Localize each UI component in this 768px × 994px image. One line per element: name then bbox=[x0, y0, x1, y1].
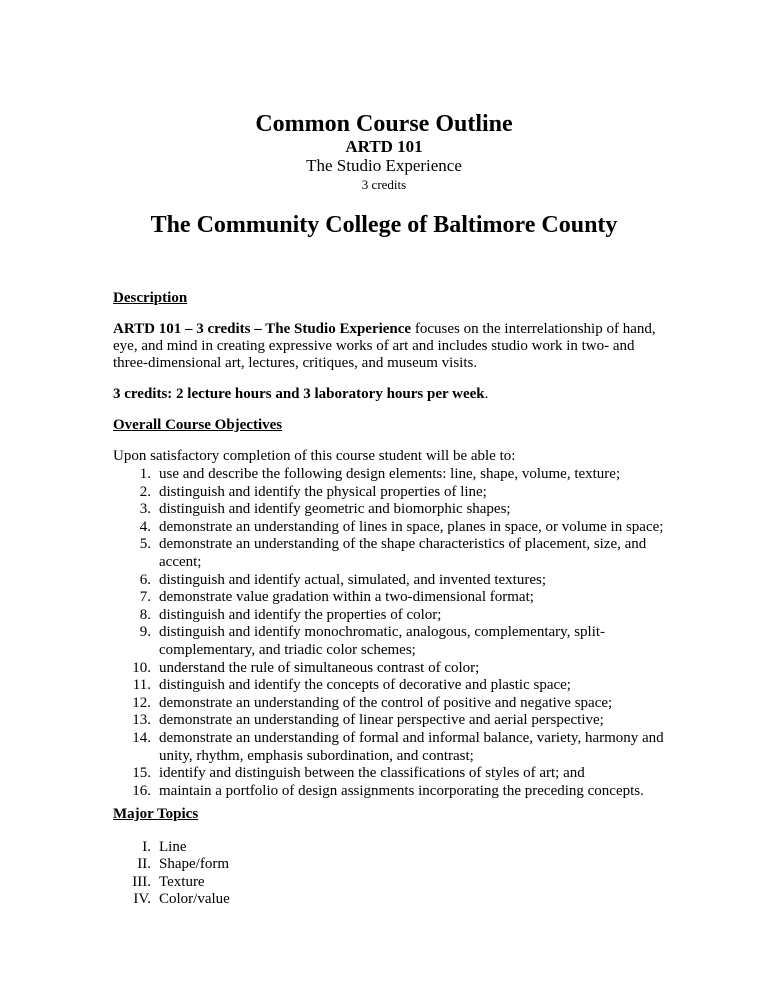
objective-item-number: 1. bbox=[139, 466, 151, 482]
objective-item bbox=[113, 501, 673, 519]
objective-item-number: 6. bbox=[139, 571, 151, 588]
objective-item bbox=[113, 536, 673, 571]
objective-item-number: 4. bbox=[139, 518, 151, 535]
objective-item-number: 8. bbox=[139, 606, 151, 623]
description-text: focuses on the interrelationship of hand, eye, and mind in creating expressive works of art and includes studio work in two- and three-dimensional art, lectures, critiques, and museum visits. bbox=[113, 321, 656, 371]
objective-item bbox=[113, 466, 673, 484]
objective-item bbox=[113, 765, 673, 783]
objective-item-text: maintain a portfolio of design assignments incorporating the preceding concepts. bbox=[159, 782, 644, 799]
objective-item bbox=[113, 677, 673, 695]
objective-item-text: distinguish and identify the physical properties of line; bbox=[159, 483, 487, 500]
objective-item-number: 10. bbox=[132, 659, 151, 676]
topic-item-text: Texture bbox=[159, 873, 205, 890]
objective-item-number: 9. bbox=[139, 624, 151, 641]
objective-item bbox=[113, 624, 673, 659]
objective-item bbox=[113, 695, 673, 713]
objective-item-text: demonstrate an understanding of formal and informal balance, variety, harmony and unity, rhythm, emphasis subordination, and contrast; bbox=[159, 729, 664, 764]
objective-item-number: 14. bbox=[132, 729, 151, 746]
description-heading: Description bbox=[113, 290, 188, 306]
topic-item-number: II. bbox=[137, 856, 151, 873]
topics-list bbox=[113, 839, 230, 909]
objectives-intro: Upon satisfactory completion of this course student will be able to: bbox=[113, 448, 516, 464]
topic-item-text: Shape/form bbox=[159, 856, 229, 873]
course-credits: 3 credits bbox=[361, 177, 407, 192]
topics-heading: Major Topics bbox=[113, 806, 199, 822]
objective-item-number: 7. bbox=[139, 589, 151, 606]
credit-hours-line bbox=[113, 386, 673, 403]
objective-item-text: demonstrate an understanding of the control of positive and negative space; bbox=[159, 694, 613, 711]
objective-item-number: 12. bbox=[132, 694, 151, 711]
course-code: ARTD 101 bbox=[345, 137, 423, 156]
objective-item-number: 11. bbox=[132, 677, 151, 694]
topic-item-text: Color/value bbox=[159, 891, 230, 908]
objective-item-text: distinguish and identify the concepts of decorative and plastic space; bbox=[159, 677, 571, 694]
description-paragraph bbox=[113, 321, 658, 372]
objective-item bbox=[113, 730, 673, 765]
objective-item bbox=[113, 607, 673, 625]
objective-item-text: demonstrate value gradation within a two-dimensional format; bbox=[159, 589, 534, 606]
objective-item bbox=[113, 660, 673, 678]
topic-item-number: III. bbox=[132, 873, 151, 890]
objective-item-text: understand the rule of simultaneous contrast of color; bbox=[159, 659, 480, 676]
topic-item bbox=[113, 891, 230, 908]
topic-item bbox=[113, 839, 230, 856]
objective-item-text: distinguish and identify monochromatic, analogous, complementary, split-complementary, and triadic color schemes; bbox=[159, 624, 606, 658]
objective-item-number: 13. bbox=[132, 712, 151, 729]
course-name: The Studio Experience bbox=[306, 156, 462, 175]
objective-item-text: demonstrate an understanding of the shape characteristics of placement, size, and accent; bbox=[159, 536, 647, 570]
objective-item-text: identify and distinguish between the classifications of styles of art; and bbox=[159, 765, 585, 782]
objective-item-number: 15. bbox=[132, 765, 151, 782]
objective-item-number: 3. bbox=[139, 501, 151, 518]
topic-item-number: IV. bbox=[133, 891, 151, 908]
objective-item-text: demonstrate an understanding of lines in space, planes in space, or volume in space; bbox=[159, 518, 664, 535]
objective-item bbox=[113, 484, 673, 502]
objective-item-text: use and describe the following design elements: line, shape, volume, texture; bbox=[159, 466, 621, 482]
topic-item bbox=[113, 874, 230, 891]
topic-item-text: Line bbox=[159, 839, 187, 855]
objective-item bbox=[113, 712, 673, 730]
objective-item-number: 5. bbox=[139, 536, 151, 553]
objective-item bbox=[113, 589, 673, 607]
objective-item bbox=[113, 572, 673, 590]
objectives-list bbox=[113, 466, 673, 800]
objective-item-number: 16. bbox=[132, 782, 151, 799]
objective-item bbox=[113, 519, 673, 537]
topic-item bbox=[113, 856, 230, 873]
objective-item bbox=[113, 783, 673, 801]
description-lead: ARTD 101 – 3 credits – The Studio Experience bbox=[113, 321, 412, 337]
college-name: The Community College of Baltimore County bbox=[150, 212, 618, 238]
topic-item-number: I. bbox=[142, 839, 151, 855]
objective-item-text: distinguish and identify geometric and biomorphic shapes; bbox=[159, 501, 511, 518]
objectives-heading: Overall Course Objectives bbox=[113, 417, 283, 433]
credit-hours-end: . bbox=[484, 386, 489, 402]
objective-item-text: distinguish and identify the properties of color; bbox=[159, 606, 442, 623]
objective-item-number: 2. bbox=[139, 483, 151, 500]
credit-hours-text: 3 credits: 2 lecture hours and 3 laboratory hours per week bbox=[113, 386, 485, 402]
objective-item-text: distinguish and identify actual, simulated, and invented textures; bbox=[159, 571, 546, 588]
document-title: Common Course Outline bbox=[255, 111, 513, 137]
objective-item-text: demonstrate an understanding of linear perspective and aerial perspective; bbox=[159, 712, 604, 729]
